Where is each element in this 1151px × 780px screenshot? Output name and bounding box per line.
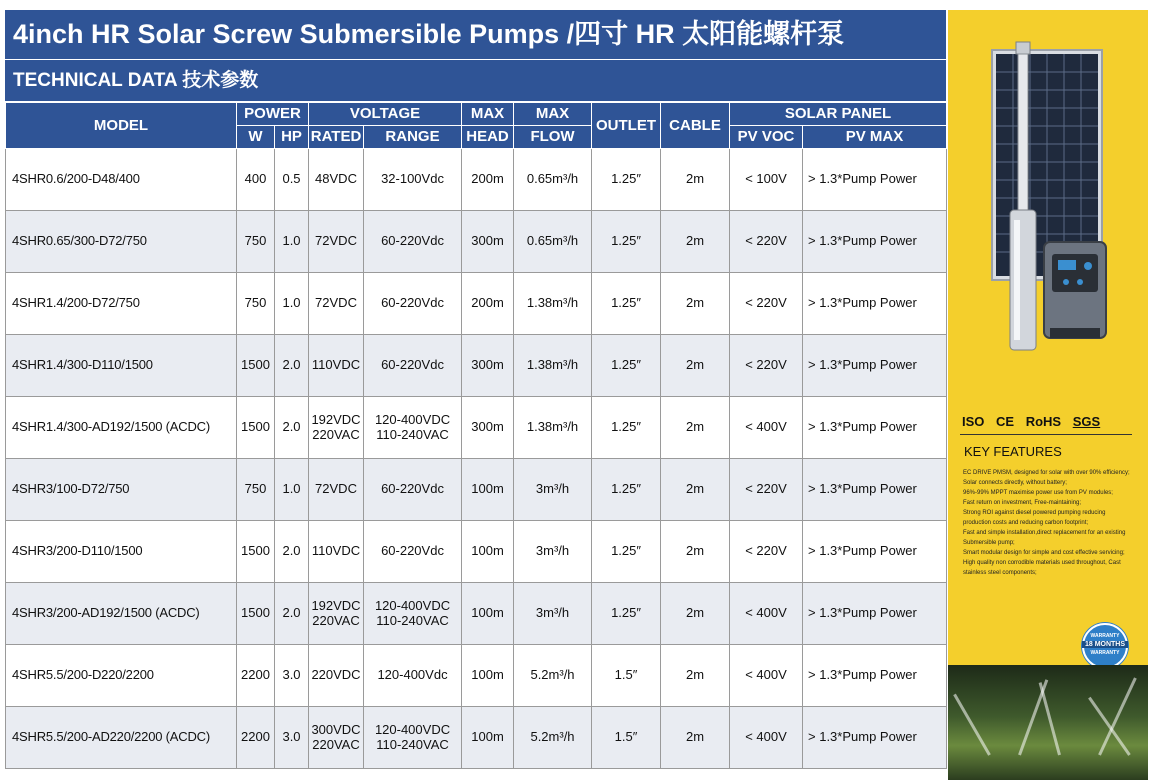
col-max-head-bottom: HEAD (462, 126, 514, 149)
cell-max-head: 300m (462, 335, 514, 397)
table-row (6, 583, 947, 645)
cell-pv-voc: < 220V (730, 459, 803, 521)
cell-pv-max: > 1.3*Pump Power (803, 583, 947, 645)
cell-voltage-range-line: 120-400VDC (374, 412, 451, 428)
col-max-flow-bottom: FLOW (514, 126, 592, 149)
col-model: MODEL (6, 103, 237, 149)
cell-voltage-range-line: 60-220Vdc (381, 295, 444, 311)
cell-watts: 750 (237, 459, 275, 521)
cell-rated-voltage-line: 300VDC (311, 722, 361, 738)
cell-rated-voltage-line: 220VAC (312, 426, 360, 442)
table-header-row (6, 103, 947, 126)
cell-voltage-range-line: 60-220Vdc (381, 233, 444, 249)
cell-watts: 2200 (237, 707, 275, 769)
cell-pv-voc: < 100V (730, 149, 803, 211)
cell-voltage-range-line: 110-240VAC (376, 426, 449, 442)
cell-pv-voc: < 220V (730, 273, 803, 335)
irrigation-photo (948, 665, 1148, 780)
cell-rated-voltage (309, 273, 364, 335)
cell-rated-voltage-line: 72VDC (315, 481, 357, 497)
cell-rated-voltage (309, 521, 364, 583)
cell-outlet: 1.25″ (592, 459, 661, 521)
cell-hp: 0.5 (275, 149, 309, 211)
cell-voltage-range-line: 110-240VAC (376, 612, 449, 628)
cell-pv-voc: < 220V (730, 335, 803, 397)
cell-hp: 2.0 (275, 521, 309, 583)
cell-rated-voltage (309, 583, 364, 645)
cell-watts: 1500 (237, 583, 275, 645)
cell-rated-voltage (309, 707, 364, 769)
cell-pv-max: > 1.3*Pump Power (803, 273, 947, 335)
key-features-title: KEY FEATURES (964, 444, 1062, 459)
cell-pv-voc: < 220V (730, 521, 803, 583)
feature-item: Solar connects directly, without battery; (963, 480, 1067, 486)
cell-pv-max: > 1.3*Pump Power (803, 521, 947, 583)
feature-item: EC DRIVE PMSM, designed for solar with over 90% efficiency; (963, 470, 1130, 476)
cell-model: 4SHR0.65/300-D72/750 (6, 211, 237, 273)
section-subtitle: TECHNICAL DATA 技术参数 (5, 60, 946, 101)
cell-watts: 750 (237, 211, 275, 273)
cell-watts: 1500 (237, 397, 275, 459)
cell-hp: 3.0 (275, 645, 309, 707)
cell-max-flow: 3m³/h (514, 583, 592, 645)
cell-voltage-range-line: 60-220Vdc (381, 357, 444, 373)
cell-model: 4SHR1.4/300-AD192/1500 (ACDC) (6, 397, 237, 459)
cell-outlet: 1.25″ (592, 149, 661, 211)
cell-watts: 2200 (237, 645, 275, 707)
cell-max-flow: 5.2m³/h (514, 707, 592, 769)
cell-rated-voltage-line: 220VAC (312, 736, 360, 752)
cell-voltage-range-line: 120-400VDC (374, 722, 451, 738)
table-row (6, 397, 947, 459)
cell-cable: 2m (661, 583, 730, 645)
cell-pv-max: > 1.3*Pump Power (803, 707, 947, 769)
cell-max-head: 100m (462, 645, 514, 707)
cell-max-flow: 5.2m³/h (514, 645, 592, 707)
table-row (6, 149, 947, 211)
cell-rated-voltage-line: 72VDC (315, 233, 357, 249)
cell-max-head: 200m (462, 273, 514, 335)
cell-rated-voltage (309, 459, 364, 521)
cell-voltage-range (364, 521, 462, 583)
cell-outlet: 1.5″ (592, 645, 661, 707)
cell-hp: 2.0 (275, 583, 309, 645)
cell-voltage-range (364, 459, 462, 521)
product-sidebar (948, 0, 1151, 780)
col-rated: RATED (309, 126, 364, 149)
cell-model: 4SHR0.6/200-D48/400 (6, 149, 237, 211)
key-features-list (963, 468, 1135, 578)
cell-hp: 1.0 (275, 459, 309, 521)
cell-cable: 2m (661, 521, 730, 583)
cell-pv-voc: < 400V (730, 583, 803, 645)
warranty-top-text: WARRANTY (1090, 633, 1120, 639)
cell-outlet: 1.25″ (592, 335, 661, 397)
cell-max-flow: 1.38m³/h (514, 335, 592, 397)
cell-voltage-range-line: 60-220Vdc (381, 543, 444, 559)
cell-voltage-range (364, 397, 462, 459)
cell-hp: 2.0 (275, 397, 309, 459)
col-pv-max: PV MAX (803, 126, 947, 149)
cell-outlet: 1.25″ (592, 397, 661, 459)
cell-rated-voltage (309, 335, 364, 397)
cell-max-head: 300m (462, 397, 514, 459)
cell-model: 4SHR1.4/300-D110/1500 (6, 335, 237, 397)
col-voltage: VOLTAGE (309, 103, 462, 126)
cell-model: 4SHR1.4/200-D72/750 (6, 273, 237, 335)
cell-voltage-range-line: 120-400VDC (374, 598, 451, 614)
cell-max-head: 100m (462, 707, 514, 769)
cell-model: 4SHR5.5/200-AD220/2200 (ACDC) (6, 707, 237, 769)
col-pv-voc: PV VOC (730, 126, 803, 149)
cell-pv-max: > 1.3*Pump Power (803, 149, 947, 211)
cell-cable: 2m (661, 397, 730, 459)
cell-max-head: 100m (462, 521, 514, 583)
divider (960, 434, 1132, 435)
cell-max-flow: 3m³/h (514, 459, 592, 521)
cell-rated-voltage (309, 397, 364, 459)
cell-outlet: 1.5″ (592, 707, 661, 769)
cell-pv-max: > 1.3*Pump Power (803, 397, 947, 459)
cell-rated-voltage-line: 110VDC (311, 543, 361, 559)
cell-model: 4SHR3/100-D72/750 (6, 459, 237, 521)
table-row (6, 211, 947, 273)
cell-pv-max: > 1.3*Pump Power (803, 335, 947, 397)
cell-voltage-range (364, 645, 462, 707)
feature-item: 96%-99% MPPT maximise power use from PV modules; (963, 490, 1113, 496)
cell-watts: 400 (237, 149, 275, 211)
cell-pv-voc: < 220V (730, 211, 803, 273)
col-range: RANGE (364, 126, 462, 149)
feature-item: Fast return on investment, Free-maintaining; (963, 500, 1082, 506)
cell-voltage-range-line: 110-240VAC (376, 736, 449, 752)
cell-cable: 2m (661, 707, 730, 769)
pump-product-image (948, 10, 1148, 405)
table-row (6, 459, 947, 521)
page-title: 4inch HR Solar Screw Submersible Pumps /四寸 HR 太阳能螺杆泵 (5, 10, 946, 59)
cell-cable: 2m (661, 645, 730, 707)
table-row (6, 707, 947, 769)
cell-max-flow: 1.38m³/h (514, 397, 592, 459)
cell-pv-voc: < 400V (730, 645, 803, 707)
cell-rated-voltage (309, 149, 364, 211)
cell-cable: 2m (661, 149, 730, 211)
cell-model: 4SHR5.5/200-D220/2200 (6, 645, 237, 707)
warranty-months: 18 MONTHS (1082, 641, 1128, 648)
iso-logo: ISO (962, 414, 985, 429)
cell-watts: 1500 (237, 335, 275, 397)
cell-rated-voltage-line: 192VDC (311, 598, 361, 614)
cell-hp: 2.0 (275, 335, 309, 397)
cell-outlet: 1.25″ (592, 273, 661, 335)
feature-item: High quality non corrodible materials used throughout, Cast stainless steel components; (963, 560, 1121, 576)
cell-watts: 750 (237, 273, 275, 335)
sgs-logo: SGS (1072, 414, 1101, 429)
cell-pv-voc: < 400V (730, 707, 803, 769)
cell-pv-max: > 1.3*Pump Power (803, 645, 947, 707)
cell-model: 4SHR3/200-D110/1500 (6, 521, 237, 583)
cell-max-head: 100m (462, 583, 514, 645)
cell-max-head: 300m (462, 211, 514, 273)
cell-rated-voltage-line: 110VDC (311, 357, 361, 373)
cell-outlet: 1.25″ (592, 583, 661, 645)
cell-outlet: 1.25″ (592, 521, 661, 583)
feature-item: Fast and simple installation,direct replacement for an existing Submersible pump; (963, 530, 1126, 546)
cell-voltage-range (364, 583, 462, 645)
cell-rated-voltage (309, 211, 364, 273)
cell-cable: 2m (661, 459, 730, 521)
warranty-bottom-text: WARRANTY (1090, 650, 1120, 656)
cell-cable: 2m (661, 273, 730, 335)
cell-max-flow: 1.38m³/h (514, 273, 592, 335)
cell-rated-voltage-line: 72VDC (315, 295, 357, 311)
feature-item: Strong ROI against diesel powered pumping reducing production costs and reducing carbon footprint; (963, 510, 1106, 526)
cell-max-head: 100m (462, 459, 514, 521)
col-cable: CABLE (661, 103, 730, 149)
warranty-badge (1082, 623, 1128, 669)
cell-rated-voltage-line: 48VDC (315, 171, 357, 187)
table-row (6, 335, 947, 397)
col-w: W (237, 126, 275, 149)
col-power: POWER (237, 103, 309, 126)
certification-row (962, 414, 1108, 429)
product-panel (948, 10, 1148, 665)
col-hp: HP (275, 126, 309, 149)
cell-outlet: 1.25″ (592, 211, 661, 273)
cell-max-flow: 0.65m³/h (514, 211, 592, 273)
cell-voltage-range (364, 335, 462, 397)
controller-icon (1044, 242, 1106, 338)
cell-model: 4SHR3/200-AD192/1500 (ACDC) (6, 583, 237, 645)
col-max-flow-top: MAX (514, 103, 592, 126)
table-row (6, 273, 947, 335)
ce-logo: CE (996, 414, 1015, 429)
table-row (6, 521, 947, 583)
col-outlet: OUTLET (592, 103, 661, 149)
cell-hp: 1.0 (275, 211, 309, 273)
cell-voltage-range (364, 211, 462, 273)
cell-max-flow: 3m³/h (514, 521, 592, 583)
cell-voltage-range (364, 149, 462, 211)
cell-voltage-range-line: 120-400Vdc (377, 667, 448, 683)
technical-data-table (5, 102, 947, 769)
table-row (6, 645, 947, 707)
cell-rated-voltage-line: 220VAC (312, 612, 360, 628)
cell-hp: 1.0 (275, 273, 309, 335)
cell-cable: 2m (661, 211, 730, 273)
cell-rated-voltage (309, 645, 364, 707)
cell-cable: 2m (661, 335, 730, 397)
col-max-head-top: MAX (462, 103, 514, 126)
cell-pv-max: > 1.3*Pump Power (803, 459, 947, 521)
cell-hp: 3.0 (275, 707, 309, 769)
cell-watts: 1500 (237, 521, 275, 583)
cell-pv-voc: < 400V (730, 397, 803, 459)
col-solar-panel: SOLAR PANEL (730, 103, 947, 126)
cell-pv-max: > 1.3*Pump Power (803, 211, 947, 273)
cell-rated-voltage-line: 220VDC (311, 667, 361, 683)
rohs-logo: RoHS (1025, 414, 1062, 429)
cell-voltage-range-line: 60-220Vdc (381, 481, 444, 497)
feature-item: Smart modular design for simple and cost effective servicing; (963, 550, 1125, 556)
cell-max-flow: 0.65m³/h (514, 149, 592, 211)
cell-voltage-range (364, 273, 462, 335)
cell-max-head: 200m (462, 149, 514, 211)
cell-voltage-range-line: 32-100Vdc (381, 171, 444, 187)
cell-voltage-range (364, 707, 462, 769)
cell-rated-voltage-line: 192VDC (311, 412, 361, 428)
